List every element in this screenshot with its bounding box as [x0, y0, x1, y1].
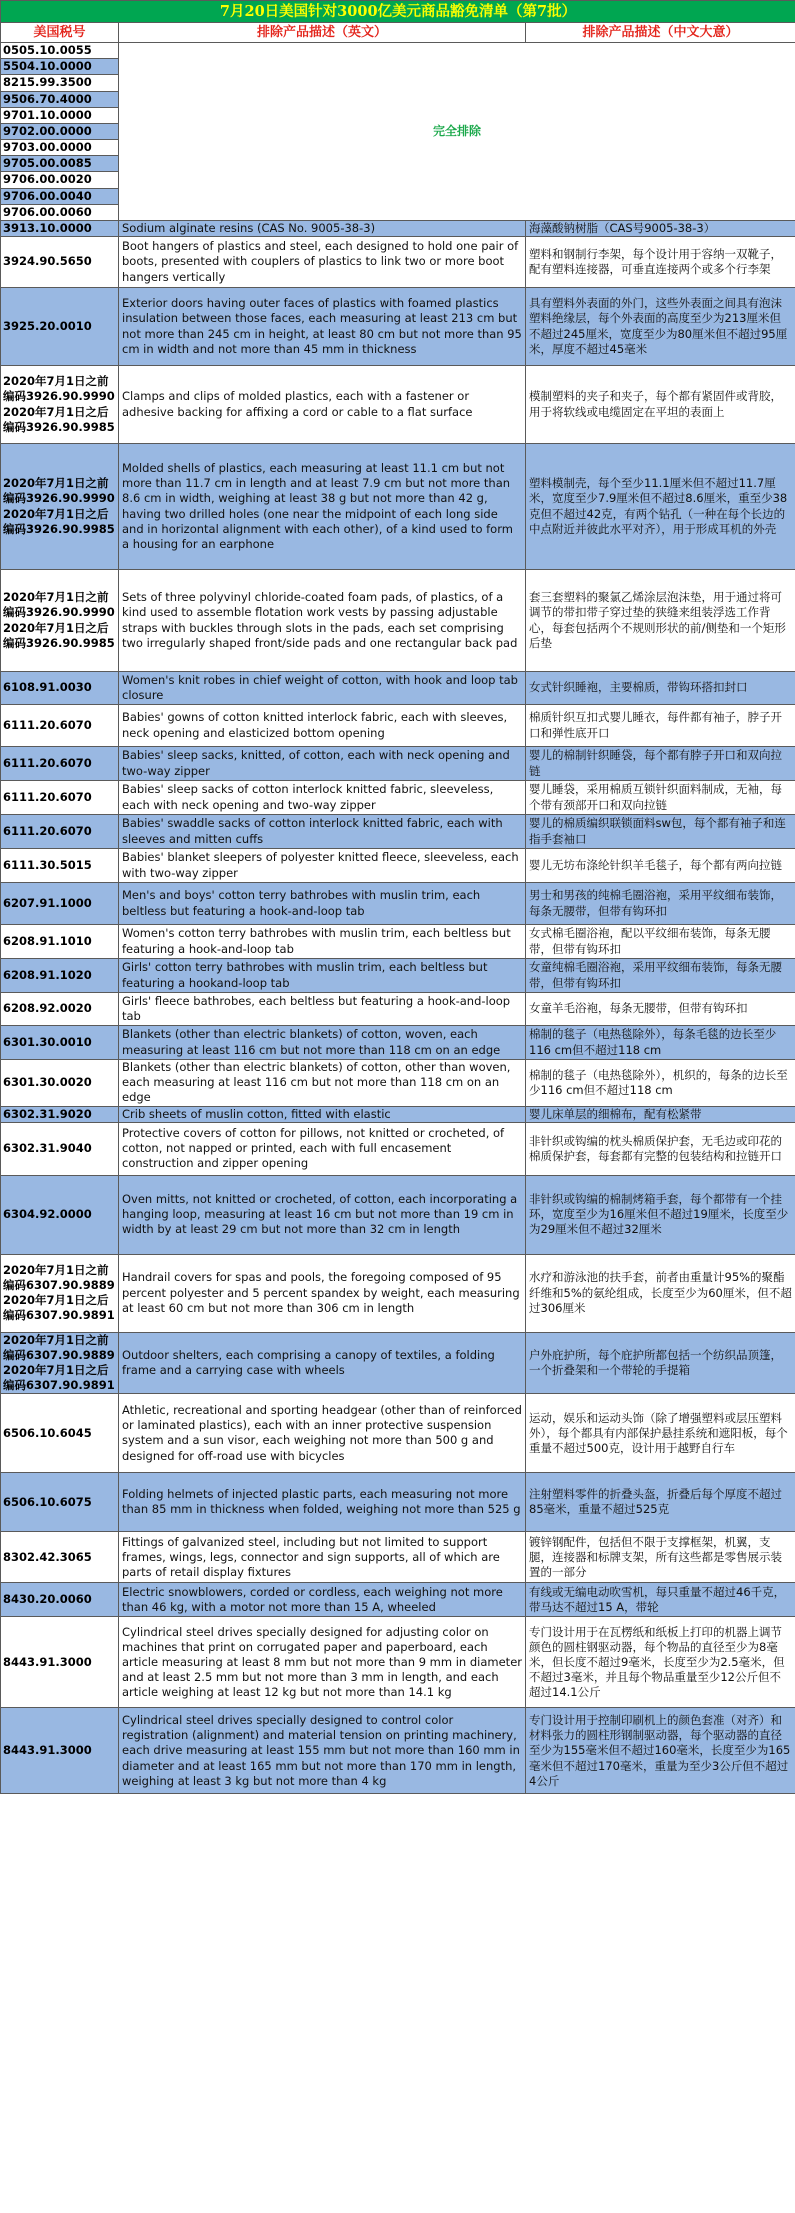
description-en: Women's knit robes in chief weight of cotton, with hook and loop tab closure — [119, 672, 526, 705]
description-en: Girls' cotton terry bathrobes with muslin trim, each beltless but featuring a hookand-loop tab — [119, 959, 526, 993]
description-en: Exterior doors having outer faces of plastics with foamed plastics insulation between those faces, each measuring at least 213 cm but not more than 245 cm in height, at least 80 cm but not more than 95 cm in width and not more than 45 mm in thickness — [119, 288, 526, 366]
description-zh: 水疗和游泳池的扶手套，前者由重量计95%的聚酯纤维和5%的氨纶组成，长度至少为60厘米，但不超过306厘米 — [526, 1254, 795, 1332]
tariff-code: 6302.31.9020 — [1, 1106, 119, 1122]
description-en: Babies' sleep sacks of cotton interlock knitted fabric, sleeveless, each with neck opening and two-way zipper — [119, 781, 526, 815]
description-zh: 非针织或钩编的枕头棉质保护套，无毛边或印花的棉质保护套，每套都有完整的包装结构和拉链开口 — [526, 1122, 795, 1175]
description-en: Babies' gowns of cotton knitted interlock fabric, each with sleeves, neck opening and elasticized bottom opening — [119, 705, 526, 747]
table-row — [1, 366, 795, 444]
table-row — [1, 959, 795, 993]
description-zh: 男士和男孩的纯棉毛圈浴袍，采用平纹细布装饰，每条无腰带，但带有钩环扣 — [526, 883, 795, 925]
description-zh: 棉质针织互扣式婴儿睡衣，每件都有袖子，脖子开口和弹性底开口 — [526, 705, 795, 747]
tariff-code: 6208.92.0020 — [1, 993, 119, 1026]
table-row — [1, 1708, 795, 1794]
tariff-code: 3924.90.5650 — [1, 237, 119, 288]
description-zh: 专门设计用于控制印刷机上的颜色套准（对齐）和材料张力的圆柱形钢制驱动器，每个驱动器的直径至少为155毫米但不超过160毫米，长度至少为165毫米但不超过170毫米，重量为至少3公斤但不超过4公斤 — [526, 1708, 795, 1794]
tariff-code: 6301.30.0020 — [1, 1060, 119, 1107]
description-en: Folding helmets of injected plastic parts, each measuring not more than 85 mm in thickness when folded, weighing not more than 525 g — [119, 1473, 526, 1532]
description-zh: 塑料模制壳，每个至少11.1厘米但不超过11.7厘米，宽度至少7.9厘米但不超过8.6厘米，重至少38克但不超过42克，有两个钻孔（一种在每个长边的中点附近并彼此水平对齐），用于形成耳机的外壳 — [526, 444, 795, 570]
description-en: Sodium alginate resins (CAS No. 9005-38-3) — [119, 220, 526, 236]
description-zh: 塑料和钢制行李架，每个设计用于容纳一双靴子，配有塑料连接器，可垂直连接两个或多个行李架 — [526, 237, 795, 288]
description-en: Fittings of galvanized steel, including but not limited to support frames, wings, legs, connector and sign supports, all of which are parts of retail display fixtures — [119, 1532, 526, 1583]
tariff-code: 9701.10.0000 — [1, 107, 119, 123]
description-zh: 注射塑料零件的折叠头盔，折叠后每个厚度不超过85毫米，重量不超过525克 — [526, 1473, 795, 1532]
description-en: Girls' fleece bathrobes, each beltless but featuring a hook-and-loop tab — [119, 993, 526, 1026]
description-en: Clamps and clips of molded plastics, each with a fastener or adhesive backing for affixing a cord or cable to a flat surface — [119, 366, 526, 444]
tariff-code: 6111.30.5015 — [1, 849, 119, 883]
tariff-code: 6302.31.9040 — [1, 1122, 119, 1175]
description-en: Men's and boys' cotton terry bathrobes with muslin trim, each beltless but featuring a hook-and-loop tab — [119, 883, 526, 925]
table-row — [1, 1026, 795, 1060]
tariff-code: 9706.00.0020 — [1, 172, 119, 188]
description-en: Babies' sleep sacks, knitted, of cotton, each with neck opening and two-way zipper — [119, 747, 526, 781]
description-zh: 婴儿的棉质编织联锁面料sw包，每个都有袖子和连指手套袖口 — [526, 815, 795, 849]
tariff-code: 8443.91.3000 — [1, 1617, 119, 1708]
table-row — [1, 1394, 795, 1473]
description-zh: 有线或无编电动吹雪机，每只重量不超过46千克，带马达不超过15 A，带轮 — [526, 1583, 795, 1617]
description-zh: 非针织或钩编的棉制烤箱手套，每个都带有一个挂环，宽度至少为16厘米但不超过19厘米，长度至少为29厘米但不超过32厘米 — [526, 1175, 795, 1254]
header-row — [1, 23, 795, 43]
tariff-code: 6111.20.6070 — [1, 747, 119, 781]
description-en: Babies' swaddle sacks of cotton interlock knitted fabric, each with sleeves and mitten cuffs — [119, 815, 526, 849]
table-row — [1, 1532, 795, 1583]
description-en: Protective covers of cotton for pillows, not knitted or crocheted, of cotton, not napped or printed, each with full encasement construction and zipper opening — [119, 1122, 526, 1175]
tariff-code: 2020年7月1日之前编码3926.90.9990 2020年7月1日之后编码3926.90.9985 — [1, 366, 119, 444]
tariff-code: 6111.20.6070 — [1, 705, 119, 747]
header-code: 美国税号 — [1, 23, 119, 43]
description-zh: 女童羊毛浴袍，每条无腰带，但带有钩环扣 — [526, 993, 795, 1026]
title-row — [1, 1, 795, 23]
full-exclusion-row — [1, 43, 795, 59]
description-en: Handrail covers for spas and pools, the foregoing composed of 95 percent polyester and 5 percent spandex by weight, each measuring at least 60 cm but not more than 306 cm in length — [119, 1254, 526, 1332]
tariff-code: 9703.00.0000 — [1, 140, 119, 156]
description-en: Athletic, recreational and sporting headgear (other than of reinforced or laminated plastics), each with an inner protective suspension system and a sun visor, each weighing not more than 500 g and designed for off-road use with bicycles — [119, 1394, 526, 1473]
table-row — [1, 1175, 795, 1254]
description-zh: 婴儿无坊布涤纶针织羊毛毯子，每个都有两向拉链 — [526, 849, 795, 883]
tariff-code: 9702.00.0000 — [1, 123, 119, 139]
tariff-code: 2020年7月1日之前编码3926.90.9990 2020年7月1日之后编码3926.90.9985 — [1, 444, 119, 570]
tariff-code: 2020年7月1日之前编码3926.90.9990 2020年7月1日之后编码3926.90.9985 — [1, 570, 119, 672]
description-en: Crib sheets of muslin cotton, fitted with elastic — [119, 1106, 526, 1122]
tariff-code: 6506.10.6075 — [1, 1473, 119, 1532]
table-row — [1, 1254, 795, 1332]
sheet-title: 7月20日美国针对3000亿美元商品豁免清单（第7批） — [1, 1, 795, 23]
table-row — [1, 1332, 795, 1394]
table-row — [1, 220, 795, 236]
table-row — [1, 1617, 795, 1708]
table-row — [1, 444, 795, 570]
description-zh: 女童纯棉毛圈浴袍，采用平纹细布装饰，每条无腰带，但带有钩环扣 — [526, 959, 795, 993]
description-zh: 女式棉毛圈浴袍，配以平纹细布装饰，每条无腰带，但带有钩环扣 — [526, 925, 795, 959]
description-en: Outdoor shelters, each comprising a canopy of textiles, a folding frame and a carrying case with wheels — [119, 1332, 526, 1394]
description-zh: 女式针织睡袍，主要棉质，带钩环搭扣封口 — [526, 672, 795, 705]
description-en: Cylindrical steel drives specially designed to control color registration (alignment) and material tension on printing machinery, each drive measuring at least 155 mm but not more than 160 mm in diameter and at least 165 mm but not more than 170 mm in length, weighing at least 3 kg but not more than 4 kg — [119, 1708, 526, 1794]
tariff-code: 6207.91.1000 — [1, 883, 119, 925]
description-en: Blankets (other than electric blankets) of cotton, woven, each measuring at least 116 cm but not more than 118 cm on an edge — [119, 1026, 526, 1060]
table-row — [1, 1106, 795, 1122]
table-row — [1, 1122, 795, 1175]
table-row — [1, 883, 795, 925]
table-row — [1, 849, 795, 883]
description-en: Molded shells of plastics, each measuring at least 11.1 cm but not more than 11.7 cm in length and at least 7.9 cm but not more than 8.6 cm in width, weighing at least 38 g but not more than 42 g, having two drilled holes (one near the midpoint of each long side and in horizontal alignment with each other), of a kind used to form a housing for an earphone — [119, 444, 526, 570]
tariff-code: 8443.91.3000 — [1, 1708, 119, 1794]
tariff-code: 6506.10.6045 — [1, 1394, 119, 1473]
description-en: Oven mitts, not knitted or crocheted, of cotton, each incorporating a hanging loop, measuring at least 16 cm but not more than 19 cm in width by at least 29 cm but not more than 32 cm in length — [119, 1175, 526, 1254]
tariff-code: 2020年7月1日之前编码6307.90.9889 2020年7月1日之后编码6307.90.9891 — [1, 1254, 119, 1332]
tariff-code: 8302.42.3065 — [1, 1532, 119, 1583]
tariff-code: 2020年7月1日之前编码6307.90.9889 2020年7月1日之后编码6307.90.9891 — [1, 1332, 119, 1394]
table-row — [1, 747, 795, 781]
tariff-code: 9506.70.4000 — [1, 91, 119, 107]
description-zh: 婴儿睡袋，采用棉质互锁针织面料制成，无袖，每个带有颈部开口和双向拉链 — [526, 781, 795, 815]
tariff-code: 9705.00.0085 — [1, 156, 119, 172]
table-row — [1, 1473, 795, 1532]
description-zh: 模制塑料的夹子和夹子，每个都有紧固件或背胶，用于将软线或电缆固定在平坦的表面上 — [526, 366, 795, 444]
description-zh: 运动，娱乐和运动头饰（除了增强塑料或层压塑料外），每个都具有内部保护悬挂系统和遮阳板，每个重量不超过500克，设计用于越野自行车 — [526, 1394, 795, 1473]
description-zh: 具有塑料外表面的外门，这些外表面之间具有泡沫塑料绝缘层，每个外表面的高度至少为213厘米但不超过245厘米，宽度至少为80厘米但不超过95厘米，厚度不超过45毫米 — [526, 288, 795, 366]
table-row — [1, 993, 795, 1026]
description-zh: 户外庇护所，每个庇护所都包括一个纺织品顶篷，一个折叠架和一个带轮的手提箱 — [526, 1332, 795, 1394]
tariff-code: 6304.92.0000 — [1, 1175, 119, 1254]
description-zh: 专门设计用于在瓦楞纸和纸板上打印的机器上调节颜色的圆柱钢驱动器，每个物品的直径至少为8毫米，但长度不超过9毫米，长度至少为2.5毫米，但不超过3毫米，并且每个物品重量至少12公斤但不超过14.1公斤 — [526, 1617, 795, 1708]
tariff-code: 3913.10.0000 — [1, 220, 119, 236]
description-zh: 棉制的毯子（电热毯除外），每条毛毯的边长至少116 cm但不超过118 cm — [526, 1026, 795, 1060]
description-zh: 海藻酸钠树脂（CAS号9005-38-3） — [526, 220, 795, 236]
description-en: Cylindrical steel drives specially designed for adjusting color on machines that print on corrugated paper and paperboard, each article measuring at least 8 mm but not more than 9 mm in diameter and at least 2.5 mm but not more than 3 mm in length, and each article weighing at least 12 kg but not more than 14.1 kg — [119, 1617, 526, 1708]
tariff-code: 9706.00.0040 — [1, 188, 119, 204]
table-row — [1, 1060, 795, 1107]
description-zh: 棉制的毯子（电热毯除外），机织的，每条的边长至少116 cm但不超过118 cm — [526, 1060, 795, 1107]
description-en: Electric snowblowers, corded or cordless, each weighing not more than 46 kg, with a motor not more than 15 A, wheeled — [119, 1583, 526, 1617]
description-en: Blankets (other than electric blankets) of cotton, other than woven, each measuring at least 116 cm but not more than 118 cm on an edge — [119, 1060, 526, 1107]
table-row — [1, 288, 795, 366]
description-zh: 镀锌钢配件，包括但不限于支撑框架，机翼，支腿，连接器和标牌支架，所有这些都是零售展示装置的一部分 — [526, 1532, 795, 1583]
tariff-code: 6301.30.0010 — [1, 1026, 119, 1060]
table-row — [1, 237, 795, 288]
description-zh: 婴儿的棉制针织睡袋，每个都有脖子开口和双向拉链 — [526, 747, 795, 781]
tariff-code: 6111.20.6070 — [1, 781, 119, 815]
description-en: Sets of three polyvinyl chloride-coated foam pads, of plastics, of a kind used to assemble flotation work vests by passing adjustable straps with buckles through slots in the pads, each set comprising two irregularly shaped front/side pads and one rectangular back pad — [119, 570, 526, 672]
tariff-code: 0505.10.0055 — [1, 43, 119, 59]
tariff-code: 6208.91.1010 — [1, 925, 119, 959]
description-zh: 婴儿床单层的细棉布，配有松紧带 — [526, 1106, 795, 1122]
description-zh: 套三套塑料的聚氯乙烯涂层泡沫垫，用于通过将可调节的带扣带子穿过垫的狭缝来组装浮选工作背心，每套包括两个不规则形状的前/侧垫和一个矩形后垫 — [526, 570, 795, 672]
table-row — [1, 672, 795, 705]
tariff-code: 3925.20.0010 — [1, 288, 119, 366]
tariff-code: 6111.20.6070 — [1, 815, 119, 849]
table-row — [1, 815, 795, 849]
tariff-code: 9706.00.0060 — [1, 204, 119, 220]
description-en: Women's cotton terry bathrobes with muslin trim, each beltless but featuring a hook-and-loop tab — [119, 925, 526, 959]
table-row — [1, 705, 795, 747]
tariff-code: 5504.10.0000 — [1, 59, 119, 75]
header-desc-zh: 排除产品描述（中文大意） — [526, 23, 795, 43]
tariff-code: 6208.91.1020 — [1, 959, 119, 993]
table-row — [1, 1583, 795, 1617]
table-row — [1, 570, 795, 672]
full-exclusion-label: 完全排除 — [119, 43, 795, 221]
table-row — [1, 781, 795, 815]
header-desc-en: 排除产品描述（英文） — [119, 23, 526, 43]
tariff-code: 8430.20.0060 — [1, 1583, 119, 1617]
tariff-code: 6108.91.0030 — [1, 672, 119, 705]
table-row — [1, 925, 795, 959]
description-en: Babies' blanket sleepers of polyester knitted fleece, sleeveless, each with two-way zipper — [119, 849, 526, 883]
description-en: Boot hangers of plastics and steel, each designed to hold one pair of boots, presented with couplers of plastics to link two or more boot hangers vertically — [119, 237, 526, 288]
tariff-code: 8215.99.3500 — [1, 75, 119, 91]
